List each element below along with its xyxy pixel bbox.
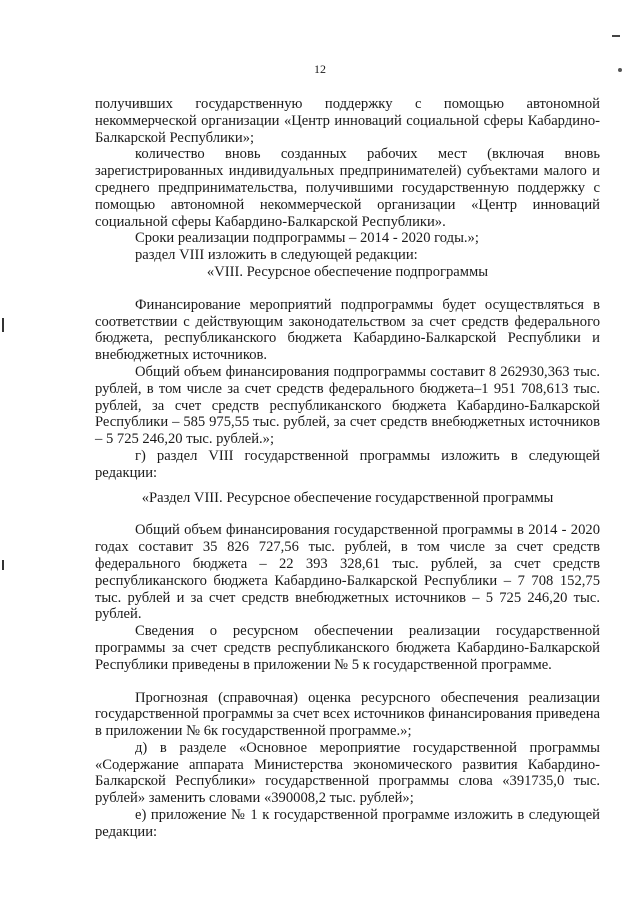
paragraph: Финансирование мероприятий подпрограммы будет осуществляться в соответствии с действующим законодательством за счет средств федерального бюджета, республиканского бюджета Кабардино-Балкарской Республики и внебюджетных источников.: [95, 296, 600, 364]
page-number: 12: [314, 62, 326, 76]
paragraph: г) раздел VIII государственной программы изложить в следующей редакции:: [95, 447, 600, 481]
paragraph: раздел VIII изложить в следующей редакции:: [135, 247, 418, 264]
paragraph: Общий объем финансирования подпрограммы составит 8 262930,363 тыс. рублей, в том числе за счет средств федерального бюджета–1 951 708,613 тыс. рублей, за счет средств республиканского бюджета Кабардино-Балкарской Республики – 585 975,55 тыс. рублей, за счет средств внебюджетных источников – 5 725 246,20 тыс. рублей.»;: [95, 363, 600, 448]
section-title: «VIII. Ресурсное обеспечение подпрограммы: [206, 263, 489, 280]
paragraph: д) в разделе «Основное мероприятие государственной программы «Содержание аппарата Министерства экономического развития Кабардино-Балкарской Республики» государственной программы слова «391735,0 тыс. рублей» заменить словами «390008,2 тыс. рублей»;: [95, 739, 600, 807]
scan-mark: [2, 560, 4, 570]
paragraph: Сведения о ресурсном обеспечении реализации государственной программы за счет средств республиканского бюджета Кабардино-Балкарской Республики приведены в приложении № 5 к государственной программе.: [95, 623, 600, 673]
paragraph: Прогнозная (справочная) оценка ресурсного обеспечения реализации государственной программы за счет всех источников финансирования приведена в приложении № 6к государственной программе.»;: [95, 689, 600, 740]
scan-mark: [612, 35, 620, 37]
paragraph: е) приложение № 1 к государственной программе изложить в следующей редакции:: [95, 807, 600, 840]
paragraph: Сроки реализации подпрограммы – 2014 - 2020 годы.»;: [135, 230, 479, 247]
scan-mark: [2, 318, 4, 332]
paragraph: получивших государственную поддержку с помощью автономной некоммерческой организации «Центр инноваций социальной сферы Кабардино-Балкарской Республики»;: [95, 96, 600, 146]
paragraph: количество вновь созданных рабочих мест (включая вновь зарегистрированных индивидуальных предпринимателей) субъектами малого и среднего предпринимательства, получившими государственную поддержку с помощью автономной некоммерческой организации «Центр инноваций социальной сферы Кабардино-Балкарской Республики».: [95, 146, 600, 230]
paragraph: Общий объем финансирования государственной программы в 2014 - 2020 годах составит 35 826 727,56 тыс. рублей, в том числе за счет средств федерального бюджета – 22 393 328,61 тыс. рублей, за счет средств республиканского бюджета Кабардино-Балкарской Республики – 7 708 152,75 тыс. рублей и за счет средств внебюджетных источников – 5 725 246,20 тыс. рублей.: [95, 522, 600, 623]
document-body: [95, 96, 600, 841]
section-title: «Раздел VIII. Ресурсное обеспечение государственной программы: [141, 489, 554, 506]
